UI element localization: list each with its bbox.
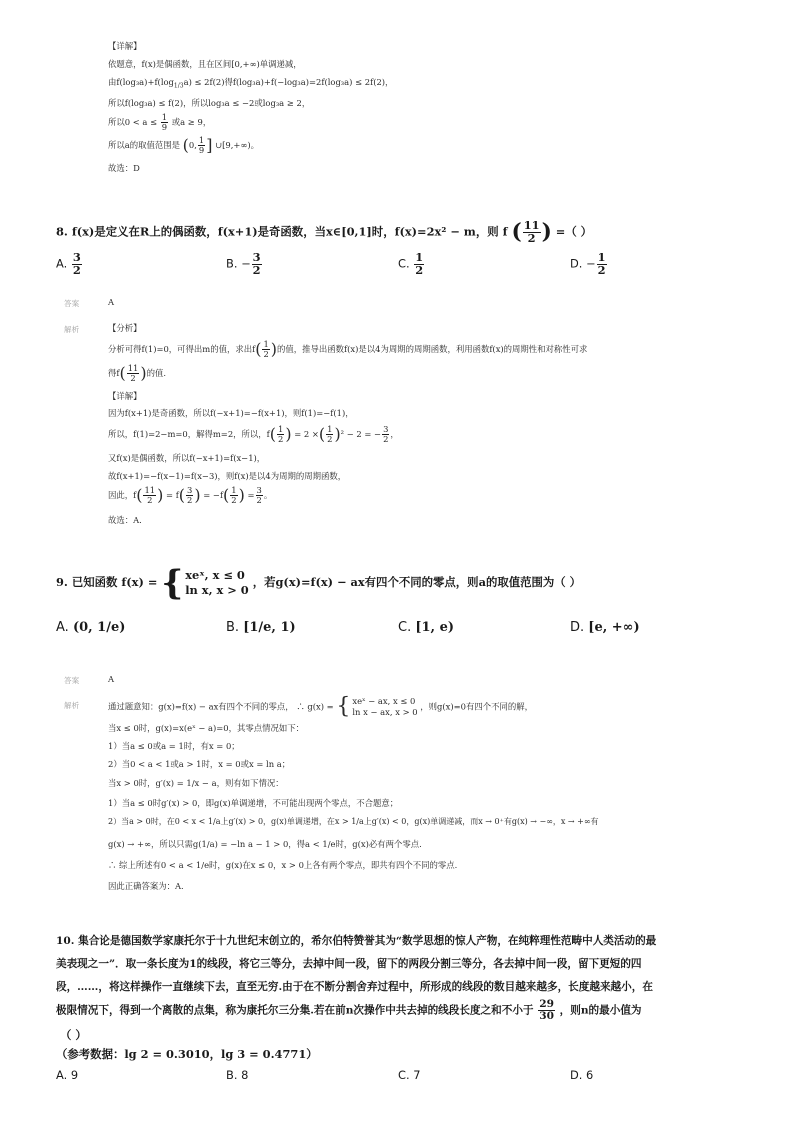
q8-option-a-num: 3	[72, 250, 81, 264]
q10-option-d-label: D.	[570, 1068, 583, 1082]
q8-stem-num: 11	[523, 218, 540, 232]
q8-option-d-label: D.	[570, 256, 583, 271]
q7-range-a: 0,	[188, 139, 197, 150]
q8-option-d[interactable]	[570, 252, 608, 277]
q8-a-l4-b: = 2 ×	[294, 428, 319, 439]
q8-a-l7-a: 因此，f	[108, 489, 137, 500]
q10-line-4	[56, 999, 642, 1022]
frac-num: 3	[256, 485, 262, 495]
q8-analysis-line-8: 故选：A.	[108, 515, 142, 525]
q8-option-b-sign: −	[241, 256, 251, 271]
q7-line-4-b: 或a ≥ 9，	[171, 116, 212, 127]
q7-line-2	[108, 76, 393, 93]
q8-a-l4-a: 所以，f(1)=2−m=0，解得m=2，所以，f	[108, 428, 270, 439]
q8-option-b-frac	[252, 252, 262, 277]
frac-1-2	[230, 486, 237, 505]
q8-stem-text: 8. f(x)是定义在R上的偶函数，f(x+1)是奇函数，当x∈[0,1]时，f(x)=2x² − m，则 f	[56, 224, 508, 239]
q10-reference-data: （参考数据：lg 2 = 0.3010，lg 3 = 0.4771）	[56, 1047, 318, 1061]
frac-num: 1	[263, 339, 269, 349]
paren-close: )	[194, 485, 201, 505]
q8-stem	[56, 220, 592, 245]
q9-cases	[185, 568, 249, 598]
q8-paren-close: )	[541, 219, 552, 245]
q8-a-l4-d: ，	[390, 428, 399, 439]
q8-analysis-line-6: 故f(x+1)=−f(x−1)=f(x−3)，则f(x)是以4为周期的周期函数，	[108, 471, 347, 481]
q8-a-l2-b: 的值.	[146, 367, 167, 378]
q8-stem-frac	[523, 220, 541, 245]
q9-option-a-label: A.	[56, 620, 69, 635]
paren-close: )	[140, 363, 147, 383]
q10-option-c-label: C.	[398, 1068, 410, 1082]
q8-option-b[interactable]	[226, 252, 263, 277]
q10-option-b-label: B.	[226, 1068, 238, 1082]
q8-option-d-den: 2	[597, 262, 606, 277]
q7-line-2-b: a) ≤ 2f(2)得f(log₃a)+f(−log₃a)=2f(log₃a) ≤ 2f(2)，	[183, 77, 394, 87]
frac-3-2	[382, 425, 389, 444]
q8-option-a-frac	[72, 252, 82, 277]
q9-option-d-label: D.	[570, 620, 585, 635]
q9-solution-line-10: 因此正确答案为：A.	[108, 881, 184, 891]
q9-answer: A	[108, 674, 115, 684]
q8-answer: A	[108, 297, 115, 307]
frac-num: 11	[127, 363, 139, 373]
q9-case-2: ln x, x > 0	[185, 583, 249, 597]
q9-option-b-text: [1/e, 1)	[243, 620, 296, 635]
paren-close: )	[334, 424, 341, 444]
q7-line-1: 依题意，f(x)是偶函数，且在区间[0,+∞)单调递减，	[108, 59, 302, 69]
q8-option-c[interactable]	[398, 252, 425, 277]
q9-s-case-2: ln x − ax, x > 0	[352, 707, 418, 717]
q8-option-b-num: 3	[252, 250, 261, 264]
q10-line-5: （ ）	[60, 1028, 87, 1042]
q8-analysis-line-1	[108, 340, 587, 359]
q9-analysis-label: 解析	[64, 701, 80, 710]
q8-option-b-label: B.	[226, 256, 238, 271]
paren-open: (	[269, 424, 276, 444]
frac-num: 3	[187, 485, 193, 495]
q8-option-a-label: A.	[56, 256, 68, 271]
q8-option-d-num: 1	[597, 250, 606, 264]
q8-option-a-den: 2	[72, 262, 81, 277]
paren-open: (	[255, 339, 262, 359]
q10-option-d-text: 6	[586, 1068, 594, 1082]
frac-num: 1	[231, 485, 237, 495]
frac-den: 2	[327, 433, 333, 444]
frac-num: 1	[277, 424, 284, 434]
paren-open: (	[318, 424, 326, 444]
q8-analysis-line-5: 又f(x)是偶函数，所以f(−x+1)=f(x−1)，	[108, 453, 266, 463]
q9-solution-line-4: 2）当0 < a < 1或a > 1时，x = 0或x = ln a；	[108, 759, 291, 769]
paren-open: (	[223, 485, 230, 505]
q9-answer-label: 答案	[64, 676, 80, 685]
q7-range-den: 9	[198, 144, 205, 155]
left-brace-icon: {	[161, 563, 184, 603]
q9-solution-line-2: 当x ≤ 0时，g(x)=x(eˣ − a)=0，其零点情况如下：	[108, 723, 304, 733]
paren-close: )	[157, 485, 164, 505]
q7-line-4-a: 所以0 < a ≤	[108, 116, 158, 127]
q8-a-l7-b: = f	[166, 489, 179, 500]
q8-analysis-line-7	[108, 486, 272, 505]
q7-frac-num: 1	[161, 112, 168, 122]
q8-a-l7-d: =	[247, 489, 255, 500]
frac-3-2	[256, 486, 263, 505]
q8-option-b-den: 2	[252, 262, 261, 277]
frac-den: 2	[147, 494, 153, 505]
q10-line-3: 段，……，将这样操作一直继续下去，直至无穷.由于在不断分割舍弃过程中，所形成的线段的数目越来越多，长度越来越小，在	[56, 981, 653, 993]
frac-num: 1	[327, 424, 333, 434]
q10-option-c[interactable]	[398, 1067, 420, 1083]
frac-den: 2	[383, 433, 389, 444]
q9-option-d[interactable]	[570, 620, 640, 636]
q10-line-1: 10. 集合论是德国数学家康托尔于十九世纪末创立的，希尔伯特赞誉其为“数学思想的惊人产物，在纯粹理性范畴中人类活动的最	[56, 935, 657, 947]
paren-close: )	[270, 339, 278, 359]
q8-analysis-line-2	[108, 364, 166, 383]
q10-option-d[interactable]	[570, 1067, 593, 1083]
frac-11-2	[143, 486, 156, 505]
q9-solution-line-9: ∴ 综上所述有0 < a < 1/e时，g(x)在x ≤ 0，x > 0上各有两个零点，即共有四个不同的零点.	[108, 860, 458, 870]
q10-option-a[interactable]	[56, 1067, 78, 1083]
paren-close: )	[238, 485, 245, 505]
q8-detail-header: 【详解】	[108, 391, 142, 401]
q9-solution-line-6: 1）当a ≤ 0时g′(x) > 0，即g(x)单调递增，不可能出现两个零点，不合题意；	[108, 798, 399, 808]
q8-analysis-header: 【分析】	[108, 323, 142, 333]
frac-den: 2	[187, 494, 193, 505]
q7-line-4	[108, 113, 211, 132]
q8-stem-tail: =（ ）	[555, 224, 593, 239]
q9-s-cases	[352, 696, 417, 718]
q8-a-l1-a: 分析可得f(1)=0，可得出m的值，求出f	[108, 343, 256, 354]
frac-den: 2	[256, 494, 262, 505]
q8-stem-den: 2	[527, 230, 536, 245]
q9-option-b-label: B.	[226, 620, 240, 635]
q8-option-c-frac	[414, 252, 424, 277]
q7-line-5-a: 所以a的取值范围是	[108, 139, 180, 150]
q10-option-c-text: 7	[413, 1068, 421, 1082]
q7-paren-open: (	[182, 135, 189, 155]
q9-option-a[interactable]	[56, 620, 125, 636]
q9-stem	[56, 563, 582, 603]
q9-stem-pre: 9. 已知函数 f(x) =	[56, 575, 158, 589]
q8-a-l7-c: = −f	[203, 489, 224, 500]
q7-paren-close: ]	[206, 135, 213, 155]
q9-option-d-text: [e, +∞)	[588, 620, 640, 635]
q9-solution-line-1	[108, 696, 533, 718]
q10-line-2: 美表现之一”．取一条长度为1的线段，将它三等分，去掉中间一段，留下的两段分割三等分，各去掉中间一段，留下更短的四	[56, 958, 642, 970]
q9-stem-post: ，若g(x)=f(x) − ax有四个不同的零点，则a的取值范围为（ ）	[252, 575, 582, 589]
q10-option-b[interactable]	[226, 1067, 248, 1083]
q8-analysis-line-3: 因为f(x+1)是奇函数，所以f(−x+1)=−f(x+1)，则f(1)=−f(1)，	[108, 408, 354, 418]
q9-s-l1-a: 通过题意知：g(x)=f(x) − ax有四个不同的零点， ∴ g(x) =	[108, 701, 334, 712]
q7-frac-den: 9	[161, 121, 168, 132]
q9-s-case-1: xeˣ − ax, x ≤ 0	[352, 696, 416, 707]
paren-close: )	[285, 424, 292, 444]
frac-11-2	[127, 364, 140, 383]
q9-option-b[interactable]	[226, 620, 296, 636]
q9-s-l1-b: ，则g(x)=0有四个不同的解，	[420, 701, 533, 712]
frac-1-2	[326, 425, 333, 444]
q9-solution-line-8: g(x) → +∞，所以只需g(1/a) = −ln a − 1 > 0，得a < 1/e时，g(x)必有两个零点.	[108, 839, 422, 849]
q8-analysis-label: 解析	[64, 325, 80, 334]
q9-solution-line-7: 2）当a > 0时，在0 < x < 1/a上g′(x) > 0，g(x)单调递增，在x > 1/a上g′(x) < 0，g(x)单调递减，而x → 0⁺有g(x) → −∞，x → +∞有	[108, 817, 599, 826]
q7-range-num: 1	[198, 135, 205, 145]
q8-option-c-num: 1	[415, 250, 424, 264]
q9-case-1: xeˣ, x ≤ 0	[185, 568, 245, 583]
q8-a-l7-e: 。	[263, 489, 273, 500]
q7-line-2-sub: 1/3	[173, 82, 184, 90]
q10-line-4-a: 极限情况下，得到一个离散的点集，称为康托尔三分集.若在前n次操作中共去掉的线段长度之和不小于	[56, 1004, 534, 1017]
q7-line-6: 故选：D	[108, 163, 140, 173]
q8-analysis-line-4	[108, 425, 399, 444]
q7-line-5-b: ∪[9,+∞)。	[215, 139, 260, 150]
q10-option-b-text: 8	[241, 1068, 249, 1082]
q8-option-c-den: 2	[415, 262, 424, 277]
left-brace-icon: {	[336, 694, 351, 719]
frac-1-2	[262, 340, 269, 359]
q10-line-4-b: ，则n的最小值为	[559, 1004, 642, 1017]
q9-option-a-text: (0, 1/e)	[72, 620, 126, 635]
frac-num: 11	[144, 485, 156, 495]
paren-open: (	[178, 485, 186, 505]
q9-solution-line-5: 当x > 0时，g′(x) = 1/x − a，则有如下情况：	[108, 778, 284, 788]
q8-paren-open: (	[511, 219, 522, 245]
q10-option-a-text: 9	[70, 1068, 79, 1082]
q8-a-l2-a: 得f	[108, 367, 120, 378]
q8-option-c-label: C.	[398, 256, 410, 271]
q8-answer-label: 答案	[64, 299, 80, 308]
q8-a-l4-c: ² − 2 = −	[340, 428, 382, 439]
q7-line-5	[108, 136, 259, 155]
paren-open: (	[136, 485, 143, 505]
q9-option-c-text: [1, e)	[415, 620, 455, 635]
q7-detail-header: 【详解】	[108, 41, 142, 51]
q8-option-d-frac	[597, 252, 607, 277]
q10-frac-29-30	[538, 999, 555, 1022]
frac-den: 2	[130, 372, 136, 383]
frac-den: 2	[231, 494, 237, 505]
q8-option-a[interactable]	[56, 252, 83, 277]
q10-option-a-label: A.	[56, 1068, 68, 1082]
q10-frac-num: 29	[539, 998, 554, 1010]
frac-1-2	[277, 425, 284, 444]
q7-frac-1-9	[161, 113, 168, 132]
q9-option-c[interactable]	[398, 620, 454, 636]
q7-frac-range	[198, 136, 205, 155]
paren-open: (	[119, 363, 126, 383]
frac-3-2	[186, 486, 193, 505]
q9-option-c-label: C.	[398, 620, 412, 635]
q7-line-2-a: 由f(log₃a)+f(log	[108, 77, 174, 87]
frac-den: 2	[263, 348, 269, 359]
frac-num: 3	[383, 424, 389, 434]
q7-line-3: 所以f(log₃a) ≤ f(2)，所以log₃a ≤ −2或log₃a ≥ 2，	[108, 98, 311, 108]
q10-frac-den: 30	[539, 1010, 554, 1023]
q8-a-l1-b: 的值，推导出函数f(x)是以4为周期的周期函数，利用函数f(x)的周期性和对称性可求	[277, 343, 588, 354]
q8-option-d-sign: −	[586, 256, 596, 271]
frac-den: 2	[277, 433, 284, 444]
q9-solution-line-3: 1）当a ≤ 0或a = 1时，有x = 0；	[108, 741, 240, 751]
